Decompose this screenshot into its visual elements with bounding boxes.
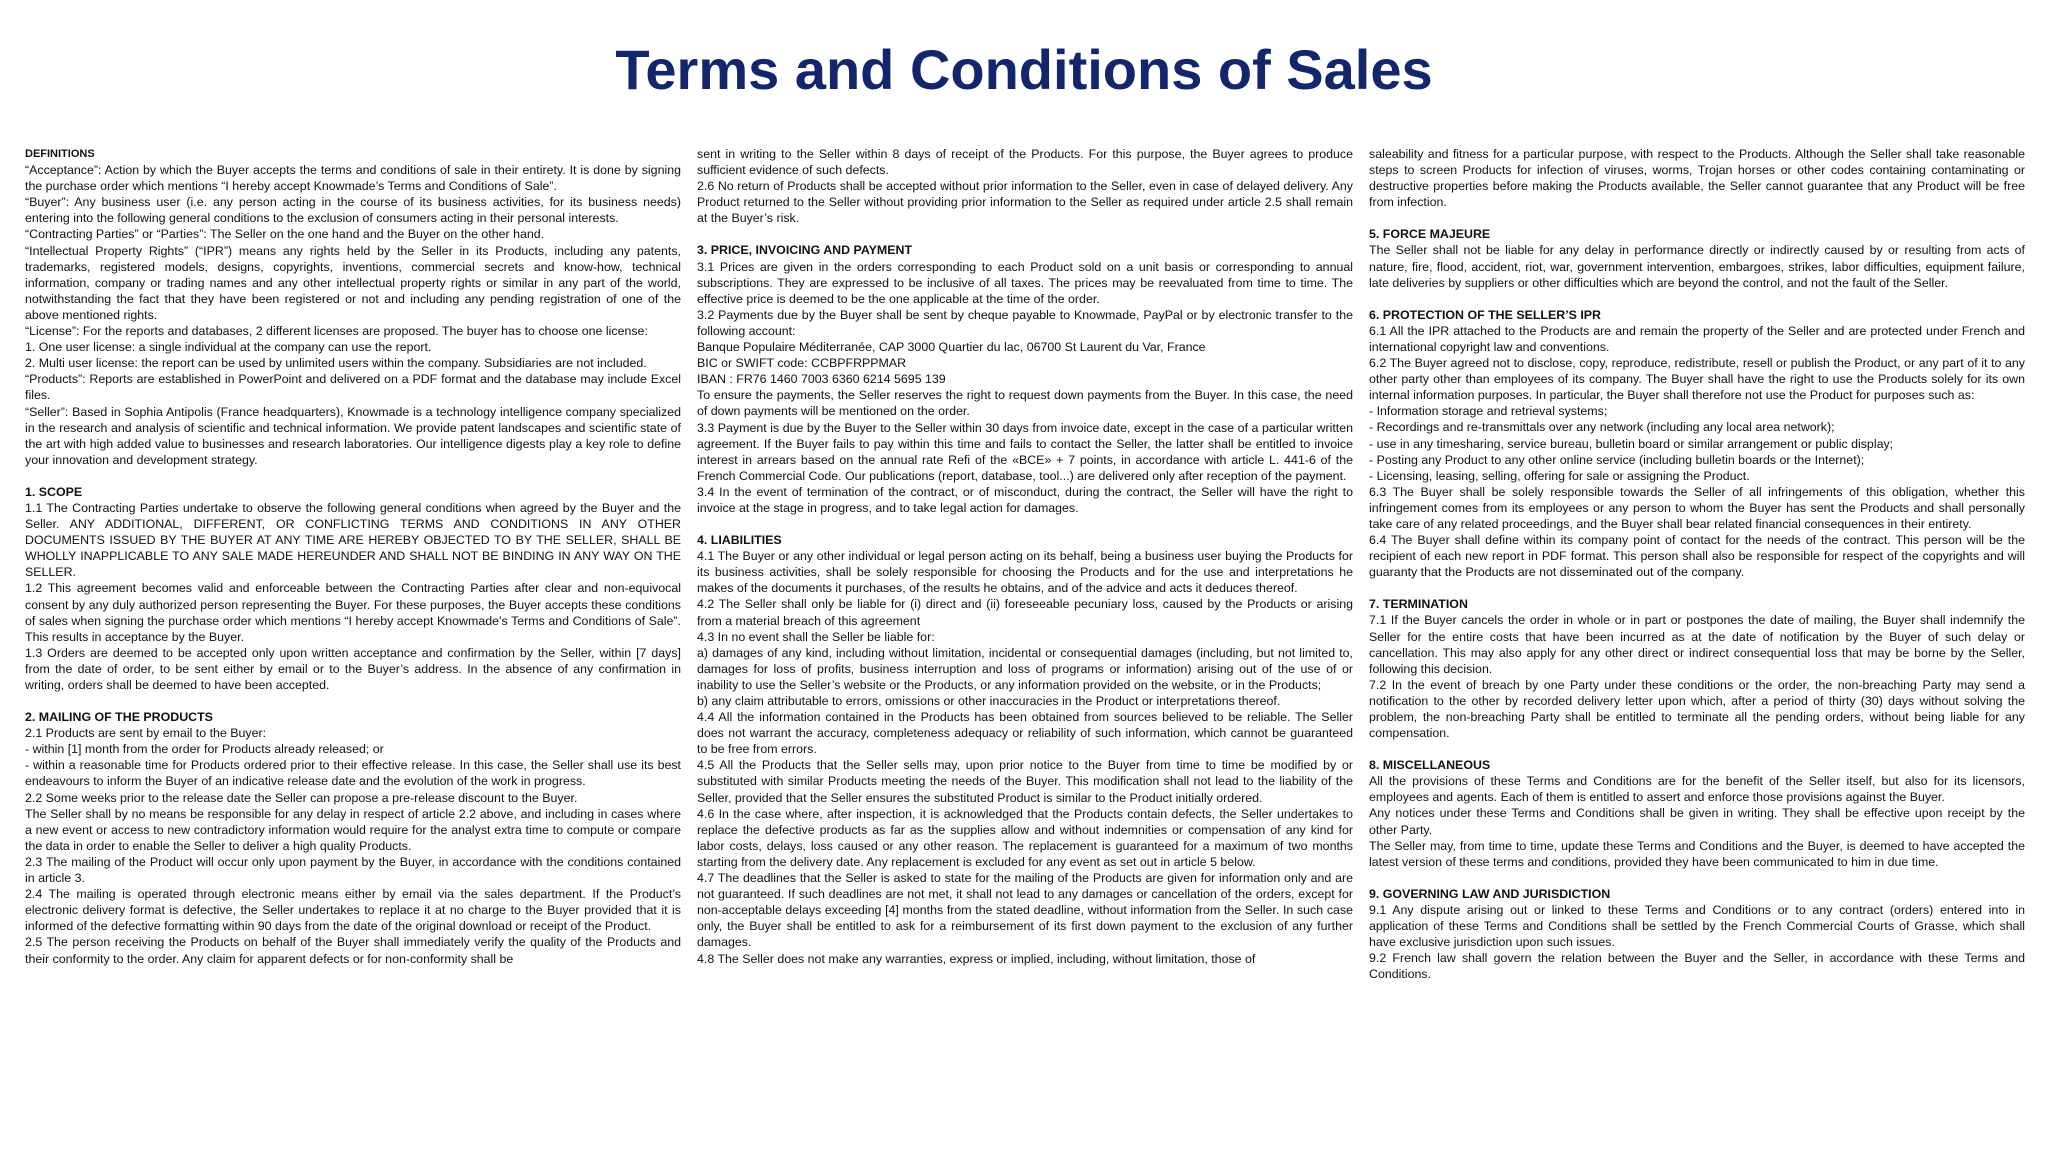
section-paragraph: All the provisions of these Terms and Conditions are for the benefit of the Seller itself, but also for its licensors, employees and agents. Each of them is entitled to assert and enforce those provisions against the Buyer. xyxy=(1369,774,2025,805)
section-paragraph: 3.3 Payment is due by the Buyer to the Seller within 30 days from invoice date, except in the case of a particular written agreement. If the Buyer fails to pay within this time and fails to contact the Seller, the latter shall be entitled to invoice interest in arrears based on the annual rate Refi of the «BCE» + 7 points, in accordance with article L. 441-6 of the French Commercial Code. Our publications (report, database, tool...) are delivered only after reception of the payment. xyxy=(697,420,1353,483)
column-2 xyxy=(697,146,1353,1126)
section-paragraph: 2.3 The mailing of the Product will occur only upon payment by the Buyer, in accordance with the conditions contained in article 3. xyxy=(25,854,681,886)
section-heading: 7. TERMINATION xyxy=(1369,597,1468,612)
terms-section xyxy=(1369,886,2025,983)
section-paragraph: 2.6 No return of Products shall be accepted without prior information to the Seller, even in case of delayed delivery. Any Product returned to the Seller without providing prior information to the Seller as required under article 2.5 shall remain at the Buyer’s risk. xyxy=(697,179,1353,226)
section-paragraph: 9.1 Any dispute arising out or linked to these Terms and Conditions or to any contract (orders) entered into in application of these Terms and Conditions shall be settled by the French Commercial Courts of Grasse, which shall have exclusive jurisdiction upon such issues. xyxy=(1369,902,2025,950)
terms-section xyxy=(25,709,681,967)
section-paragraph: 6.1 All the IPR attached to the Products are and remain the property of the Seller and are protected under French and international copyright law and conventions. xyxy=(1369,323,2025,354)
section-paragraph: 1.3 Orders are deemed to be accepted only upon written acceptance and confirmation by the Seller, within [7 days] from the date of order, to be sent either by email or to the Buyer’s address. In the absence of any confirmation in writing, orders shall be deemed to have been accepted. xyxy=(25,645,681,692)
terms-body xyxy=(25,146,2025,1126)
page-title: Terms and Conditions of Sales xyxy=(615,38,1433,101)
section-paragraph: The Seller may, from time to time, update these Terms and Conditions and the Buyer, is deemed to have accepted the latest version of these terms and conditions, provided they have been communicated to him in due time. xyxy=(1369,838,2025,869)
section-heading: 9. GOVERNING LAW AND JURISDICTION xyxy=(1369,886,1611,901)
section-heading: 4. LIABILITIES xyxy=(697,533,782,548)
section-paragraph: 4.8 The Seller does not make any warranties, express or implied, including, without limitation, those of xyxy=(697,951,1256,966)
section-paragraph: 1. One user license: a single individual at the company can use the report. xyxy=(25,340,432,355)
section-paragraph: “Products”: Reports are established in PowerPoint and delivered on a PDF format and the database may include Excel files. xyxy=(25,372,681,403)
section-paragraph: 7.1 If the Buyer cancels the order in whole or in part or postpones the date of mailing, the Buyer shall indemnify the Seller for the entire costs that have been incurred as at the date of notification by the Buyer of such delay or cancellation. This may also apply for any other direct or indirect consequential loss that may be borne by the Seller, following this decision. xyxy=(1369,613,2025,676)
terms-section xyxy=(697,146,1353,226)
section-paragraph: - use in any timesharing, service bureau, bulletin board or similar arrangement or public display; xyxy=(1369,436,1894,451)
section-paragraph: - Information storage and retrieval systems; xyxy=(1369,404,1608,419)
section-paragraph: “Intellectual Property Rights” (“IPR”) means any rights held by the Seller in its Products, including any patents, trademarks, registered models, designs, copyrights, inventions, commercial secrets and know-how, technical information, company or trading names and any other intellectual property rights or similar in any part of the world, notwithstanding the fact that they have been registered or not and including any pending registration of one of the above mentioned rights. xyxy=(25,243,681,322)
terms-section xyxy=(1369,757,2025,870)
section-heading: DEFINITIONS xyxy=(25,148,95,160)
section-paragraph: - Licensing, leasing, selling, offering for sale or assigning the Product. xyxy=(1369,468,1750,483)
section-heading: 6. PROTECTION OF THE SELLER’S IPR xyxy=(1369,307,1602,322)
section-paragraph: 1.1 The Contracting Parties undertake to observe the following general conditions when agreed by the Buyer and the Seller. ANY ADDITIONAL, DIFFERENT, OR CONFLICTING TERMS AND CONDITIONS IN ANY OTHER DOCUMENTS ISSUED BY THE BUYER AT ANY TIME ARE HEREBY OBJECTED TO BY THE SELLER, SHALL BE WHOLLY INAPPLICABLE TO ANY SALE MADE HEREUNDER AND SHALL NOT BE BINDING IN ANY WAY ON THE SELLER. xyxy=(25,500,681,580)
section-paragraph: Any notices under these Terms and Conditions shall be given in writing. They shall be effective upon receipt by the other Party. xyxy=(1369,806,2025,837)
section-paragraph: 2.2 Some weeks prior to the release date the Seller can propose a pre-release discount to the Buyer. xyxy=(25,790,578,805)
section-paragraph: 6.2 The Buyer agreed not to disclose, copy, reproduce, redistribute, resell or publish the Product, or any part of it to any other party other than employees of its company. The Buyer shall have the right to use the Products solely for its own internal information purposes. In particular, the Buyer shall therefore not use the Product for purposes such as: xyxy=(1369,356,2025,403)
section-paragraph: To ensure the payments, the Seller reserves the right to request down payments from the Buyer. In this case, the need of down payments will be mentioned on the order. xyxy=(697,388,1353,419)
section-paragraph: 4.2 The Seller shall only be liable for (i) direct and (ii) foreseeable pecuniary loss, caused by the Products or arising from a material breach of this agreement xyxy=(697,597,1353,628)
terms-section xyxy=(25,484,681,693)
section-paragraph: The Seller shall not be liable for any delay in performance directly or indirectly caused by or resulting from acts of nature, fire, flood, accident, riot, war, government intervention, embargoes, strikes, labor difficulties, equipment failure, late deliveries by suppliers or other difficulties which are beyond the control, and not the fault of the Seller. xyxy=(1369,243,2025,290)
section-heading: 3. PRICE, INVOICING AND PAYMENT xyxy=(697,243,913,258)
section-heading: 8. MISCELLANEOUS xyxy=(1369,758,1491,773)
section-paragraph: “License”: For the reports and databases, 2 different licenses are proposed. The buyer has to choose one license: xyxy=(25,324,648,339)
section-paragraph: 4.3 In no event shall the Seller be liable for: xyxy=(697,629,935,644)
section-paragraph: 4.6 In the case where, after inspection, it is acknowledged that the Products contain defects, the Seller undertakes to replace the defective products as far as the supplies allow and without indemnities or compensation of any kind for labor costs, delays, loss caused or any other reason. The replacement is guaranteed for a maximum of two months starting from the delivery date. Any replacement is excluded for any event as set out in article 5 below. xyxy=(697,806,1353,869)
section-paragraph: 1.2 This agreement becomes valid and enforceable between the Contracting Parties after clear and non-equivocal consent by any duly authorized person representing the Buyer. For these purposes, the Buyer accepts these conditions of sales when signing the purchase order which mentions “I hereby accept Knowmade’s Terms and Conditions of Sale”. This results in acceptance by the Buyer. xyxy=(25,581,681,644)
section-paragraph: “Seller”: Based in Sophia Antipolis (France headquarters), Knowmade is a technology intelligence company specialized in the research and analysis of scientific and technical information. We provide patent landscapes and scientific state of the art with high added value to businesses and research laboratories. Our intelligence digests play a key role to define your innovation and development strategy. xyxy=(25,404,681,467)
section-paragraph: The Seller shall by no means be responsible for any delay in respect of article 2.2 above, and including in cases where a new event or access to new contradictory information would require for the analyst extra time to compute or compare the data in order to enable the Seller to deliver a high quality Products. xyxy=(25,806,681,853)
section-paragraph: “Acceptance”: Action by which the Buyer accepts the terms and conditions of sale in their entirety. It is done by signing the purchase order which mentions “I hereby accept Knowmade’s Terms and Conditions of Sale”. xyxy=(25,163,681,194)
section-paragraph: “Buyer”: Any business user (i.e. any person acting in the course of its business activities, for its business needs) entering into the following general conditions to the exclusion of consumers acting in their personal interests. xyxy=(25,195,681,226)
section-paragraph: - within [1] month from the order for Products already released; or xyxy=(25,742,384,757)
section-paragraph: 3.1 Prices are given in the orders corresponding to each Product sold on a unit basis or corresponding to annual subscriptions. They are expressed to be inclusive of all taxes. The prices may be reevaluated from time to time. The effective price is deemed to be the one applicable at the time of the order. xyxy=(697,259,1353,306)
section-paragraph: 2.1 Products are sent by email to the Buyer: xyxy=(25,726,267,741)
terms-section xyxy=(1369,596,2025,741)
section-paragraph: b) any claim attributable to errors, omissions or other inaccuracies in the Product or interpretations thereof. xyxy=(697,694,1281,708)
terms-section xyxy=(697,242,1353,516)
section-paragraph: - Recordings and re-transmittals over any network (including any local area network); xyxy=(1369,420,1835,435)
section-heading: 1. SCOPE xyxy=(25,484,83,499)
section-paragraph: 6.4 The Buyer shall define within its company point of contact for the needs of the contract. This person will be the recipient of each new report in PDF format. This person shall also be responsible for respect of the copyrights and will guaranty that the Products are not disseminated out of the company. xyxy=(1369,533,2025,580)
section-paragraph: 4.4 All the information contained in the Products has been obtained from sources believed to be reliable. The Seller does not warrant the accuracy, completeness adequacy or reliability of such information, which cannot be guaranteed to be free from errors. xyxy=(697,710,1353,757)
section-paragraph: 2.5 The person receiving the Products on behalf of the Buyer shall immediately verify the quality of the Products and their conformity to the order. Any claim for apparent defects or for non-conformity shall be xyxy=(25,935,681,966)
section-paragraph: 3.2 Payments due by the Buyer shall be sent by cheque payable to Knowmade, PayPal or by electronic transfer to the following account: xyxy=(697,307,1353,338)
section-paragraph: sent in writing to the Seller within 8 days of receipt of the Products. For this purpose, the Buyer agrees to produce sufficient evidence of such defects. xyxy=(697,147,1353,178)
column-3 xyxy=(1369,146,2025,1126)
section-heading: 5. FORCE MAJEURE xyxy=(1369,227,1491,242)
section-paragraph: 3.4 In the event of termination of the contract, or of misconduct, during the contract, the Seller will have the right to invoice at the stage in progress, and to take legal action for damages. xyxy=(697,484,1353,515)
section-heading: 2. MAILING OF THE PRODUCTS xyxy=(25,710,213,725)
column-1 xyxy=(25,146,681,1126)
section-paragraph: - within a reasonable time for Products ordered prior to their effective release. In this case, the Seller shall use its best endeavours to inform the Buyer of an indicative release date and the evolution of the work in progress. xyxy=(25,758,681,789)
section-paragraph: 4.1 The Buyer or any other individual or legal person acting on its behalf, being a business user buying the Products for its business activities, shall be solely responsible for choosing the Products and for the use and interpretations he makes of the documents it purchases, of the results he obtains, and of the advice and acts it deduces thereof. xyxy=(697,549,1353,596)
section-paragraph: 6.3 The Buyer shall be solely responsible towards the Seller of all infringements of this obligation, whether this infringement comes from its employees or any person to whom the Buyer has sent the Products and shall personally take care of any related proceedings, and the Buyer shall bear related financial consequences in their entirety. xyxy=(1369,484,2025,531)
section-paragraph: 2.4 The mailing is operated through electronic means either by email via the sales department. If the Product’s electronic delivery format is defective, the Seller undertakes to replace it at no charge to the Buyer provided that it is informed of the defective formatting within 90 days from the date of the original download or receipt of the Product. xyxy=(25,887,681,934)
section-paragraph: a) damages of any kind, including without limitation, incidental or consequential damages (including, but not limited to, damages for loss of profits, business interruption and loss of programs or information) arising out of the use of or inability to use the Seller’s website or the Products, or any information provided on the website, or in the Products; xyxy=(697,645,1353,692)
terms-section xyxy=(1369,226,2025,290)
section-paragraph: 7.2 In the event of breach by one Party under these conditions or the order, the non-breaching Party may send a notification to the other by recorded delivery letter upon which, after a period of thirty (30) days without solving the problem, the non-breaching Party shall be entitled to terminate all the pending orders, without being liable for any compensation. xyxy=(1369,677,2025,741)
section-paragraph: 4.7 The deadlines that the Seller is asked to state for the mailing of the Products are given for information only and are not guaranteed. If such deadlines are not met, it shall not lead to any damages or cancellation of the orders, except for non-acceptable delays exceeding [4] months from the stated deadline, without information from the Seller. In such case only, the Buyer shall be entitled to ask for a reimbursement of its first down payment to the exclusion of any further damages. xyxy=(697,871,1353,950)
terms-section xyxy=(25,146,681,468)
section-paragraph: BIC or SWIFT code: CCBPFRPPMAR xyxy=(697,356,907,371)
section-paragraph: 9.2 French law shall govern the relation between the Buyer and the Seller, in accordance with these Terms and Conditions. xyxy=(1369,951,2025,982)
section-paragraph: Banque Populaire Méditerranée, CAP 3000 Quartier du lac, 06700 St Laurent du Var, France xyxy=(697,340,1206,355)
section-paragraph: “Contracting Parties” or “Parties”: The Seller on the one hand and the Buyer on the other hand. xyxy=(25,227,545,242)
section-paragraph: 2. Multi user license: the report can be used by unlimited users within the company. Subsidiaries are not included. xyxy=(25,356,647,371)
terms-section xyxy=(697,532,1353,967)
terms-section xyxy=(1369,146,2025,210)
section-paragraph: 4.5 All the Products that the Seller sells may, upon prior notice to the Buyer from time to time be modified by or substituted with similar Products meeting the needs of the Buyer. This modification shall not lead to the liability of the Seller, provided that the Seller ensures the substituted Product is similar to the Product initially ordered. xyxy=(697,758,1353,805)
terms-section xyxy=(1369,307,2025,581)
section-paragraph: - Posting any Product to any other online service (including bulletin boards or the Internet); xyxy=(1369,452,1865,467)
section-paragraph: IBAN : FR76 1460 7003 6360 6214 5695 139 xyxy=(697,372,946,387)
section-paragraph: saleability and fitness for a particular purpose, with respect to the Products. Although the Seller shall take reasonable steps to screen Products for infection of viruses, worms, Trojan horses or other codes containing contaminating or destructive properties before making the Products available, the Seller cannot guarantee that any Product will be free from infection. xyxy=(1369,147,2025,210)
